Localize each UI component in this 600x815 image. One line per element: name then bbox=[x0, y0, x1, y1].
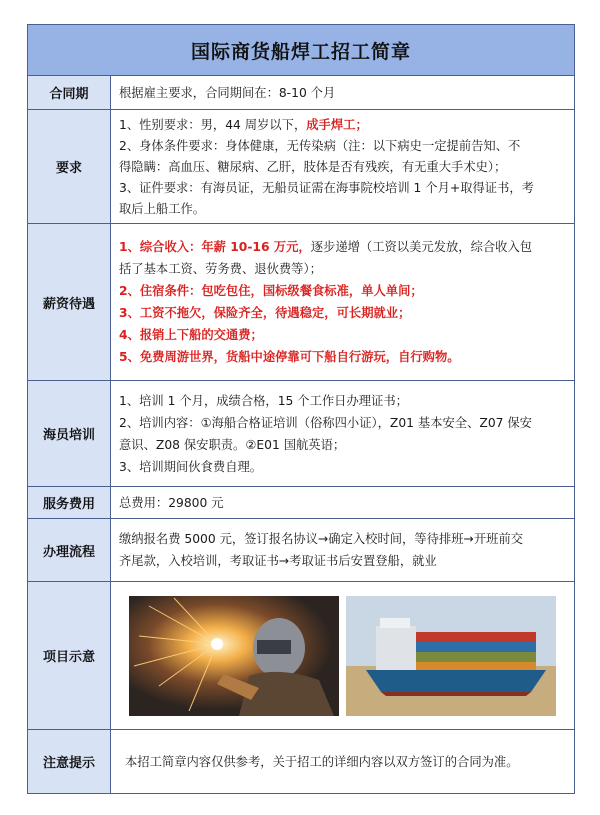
fee-label: 服务费用 bbox=[28, 487, 111, 518]
fee-content bbox=[111, 487, 574, 518]
training-label: 海员培训 bbox=[28, 381, 111, 486]
recruitment-sheet bbox=[27, 24, 575, 794]
welder-photo bbox=[129, 596, 339, 716]
requirement-certificate-2: 取后上船工作。 bbox=[119, 202, 206, 216]
salary-income bbox=[119, 236, 568, 258]
notice-content bbox=[111, 730, 574, 793]
process-text-1: 缴纳报名费 5000 元，签订报名协议→确定入校时间，等待排班→开班前交 bbox=[119, 532, 524, 546]
salary-travel-reimbursement: 4、报销上下船的交通费； bbox=[119, 328, 263, 342]
training-meals: 3、培训期间伙食费自理。 bbox=[119, 459, 263, 474]
salary-row bbox=[28, 224, 574, 381]
process-label: 办理流程 bbox=[28, 519, 111, 581]
project-row bbox=[28, 582, 574, 730]
requirement-gender-age bbox=[119, 114, 568, 135]
process-row bbox=[28, 519, 574, 582]
fee-row bbox=[28, 487, 574, 519]
contract-text: 根据雇主要求，合同期间在：8-10 个月 bbox=[119, 85, 336, 100]
requirement-health-2: 得隐瞒：高血压、糖尿病、乙肝，肢体是否有残疾，有无重大手术史）； bbox=[119, 160, 507, 174]
project-images bbox=[111, 582, 574, 729]
training-duration: 1、培训 1 个月，成绩合格，15 个工作日办理证书； bbox=[119, 393, 408, 408]
training-row bbox=[28, 381, 574, 487]
project-label: 项目示意 bbox=[28, 582, 111, 729]
requirements-content bbox=[111, 110, 574, 223]
process-text-2: 齐尾款，入校培训，考取证书→考取证书后安置登船，就业 bbox=[119, 554, 437, 568]
requirements-label: 要求 bbox=[28, 110, 111, 223]
notice-label: 注意提示 bbox=[28, 730, 111, 793]
page-title: 国际商货船焊工招工简章 bbox=[28, 25, 574, 76]
training-content-2: 意识、Z08 保安职责。②E01 国航英语； bbox=[119, 437, 346, 452]
salary-label: 薪资待遇 bbox=[28, 224, 111, 380]
salary-content bbox=[111, 224, 574, 380]
fee-text: 总费用：29800 元 bbox=[119, 495, 224, 510]
salary-income-detail: 括了基本工资、劳务费、退伙费等）； bbox=[119, 262, 322, 276]
contract-label: 合同期 bbox=[28, 76, 111, 109]
training-content-1: 2、培训内容：①海船合格证培训（俗称四小证），Z01 基本安全、Z07 保安 bbox=[119, 415, 532, 430]
welder-illustration bbox=[129, 596, 339, 716]
requirement-health-1: 2、身体条件要求：身体健康，无传染病（注：以下病史一定提前告知、不 bbox=[119, 139, 521, 153]
requirement-skill-highlight: 成手焊工； bbox=[306, 118, 368, 132]
notice-text: 本招工简章内容仅供参考，关于招工的详细内容以双方签订的合同为准。 bbox=[125, 754, 519, 769]
notice-row bbox=[28, 730, 574, 793]
requirement-gender-text: 1、性别要求：男，44 周岁以下， bbox=[119, 118, 307, 132]
contract-row bbox=[28, 76, 574, 110]
training-content bbox=[111, 381, 574, 486]
salary-stability: 3、工资不拖欠，保险齐全，待遇稳定，可长期就业； bbox=[119, 306, 411, 320]
salary-income-text: 逐步递增（工资以美元发放，综合收入包 bbox=[310, 240, 533, 254]
requirements-row bbox=[28, 110, 574, 224]
contract-content bbox=[111, 76, 574, 109]
process-content bbox=[111, 519, 574, 581]
requirement-certificate-1: 3、证件要求：有海员证，无船员证需在海事院校培训 1 个月+取得证书，考 bbox=[119, 181, 534, 195]
cargo-ship-illustration bbox=[346, 596, 556, 716]
cargo-ship-photo bbox=[346, 596, 556, 716]
salary-world-travel: 5、免费周游世界，货船中途停靠可下船自行游玩，自行购物。 bbox=[119, 350, 460, 364]
salary-accommodation: 2、住宿条件：包吃包住，国标级餐食标准，单人单间； bbox=[119, 284, 423, 298]
salary-income-highlight: 1、综合收入：年薪 10-16 万元， bbox=[119, 240, 311, 254]
